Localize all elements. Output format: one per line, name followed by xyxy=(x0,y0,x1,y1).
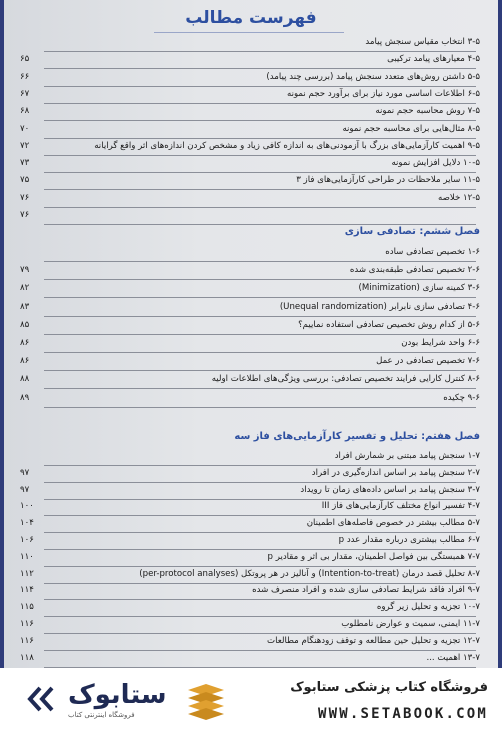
toc-entry[interactable] xyxy=(20,517,480,534)
toc-entry[interactable] xyxy=(20,467,480,484)
toc-entry[interactable] xyxy=(20,601,480,618)
toc-entry-page: ۷۶ xyxy=(20,210,30,220)
toc-entry-rule xyxy=(44,279,476,280)
toc-entry-rule xyxy=(44,138,476,139)
toc-entry-page: ۹۷ xyxy=(20,467,30,478)
toc-entry-title: ۳-۷ سنجش پیامد بر اساس داده‌های زمان تا رویداد xyxy=(300,484,480,495)
toc-entry-title: ۳-۶ کمینه سازی (Minimization) xyxy=(358,283,480,294)
toc-entry[interactable] xyxy=(20,36,480,53)
toc-entry[interactable] xyxy=(20,337,480,354)
toc-entry[interactable] xyxy=(20,192,480,209)
toc-entry-rule xyxy=(44,86,476,87)
store-url[interactable]: WWW.SETABOOK.COM xyxy=(317,706,488,722)
toc-entry-title: ۷-۶ تخصیص تصادفی در عمل xyxy=(376,356,480,367)
chevron-arrows-icon xyxy=(24,684,64,714)
toc-entry-rule xyxy=(44,352,476,353)
toc-entry-page: ۸۵ xyxy=(20,319,30,330)
toc-entry-rule xyxy=(44,334,476,335)
toc-entry-rule xyxy=(44,103,476,104)
toc-entry-title: ۶-۷ مطالب بیشتری درباره مقدار عدد p xyxy=(338,535,480,545)
toc-entry-rule xyxy=(44,68,476,69)
chapter-6-heading: فصل ششم: تصادفی سازی xyxy=(344,226,480,237)
toc-entry[interactable] xyxy=(20,71,480,88)
toc-entry-rule xyxy=(44,407,476,408)
toc-entry[interactable] xyxy=(20,618,480,635)
toc-entry-rule xyxy=(44,261,476,262)
toc-entry-title: ۳-۵ انتخاب مقیاس سنجش پیامد xyxy=(365,37,480,47)
toc-entry-page: ۱۰۴ xyxy=(20,518,34,529)
toc-entry-page: ۸۲ xyxy=(20,283,30,294)
logo-wordmark: ستابوک xyxy=(68,680,167,710)
toc-entry[interactable] xyxy=(20,157,480,174)
toc-entry-title: ۱-۶ تخصیص تصادفی ساده xyxy=(385,247,480,257)
toc-entry-page: ۹۷ xyxy=(20,484,30,495)
toc-entry-title: ۴-۶ تصادفی سازی نابرابر (Unequal randomization) xyxy=(279,301,480,312)
toc-entry-title: ۱۳-۷ اهمیت ... xyxy=(426,652,480,663)
toc-entry-title: ۹-۵ اهمیت کارآزمایی‌های بزرگ با آزمودنی‌های به اندازه کافی زیاد و مشخص کردن اندازه‌های اثر واقع گرایانه xyxy=(94,140,480,151)
toc-entry-rule xyxy=(44,207,476,208)
toc-entry-page: ۷۰ xyxy=(20,123,30,134)
toc-entry-title: ۱۲-۷ تجزیه و تحلیل حین مطالعه و توقف زودهنگام مطالعات xyxy=(266,635,480,646)
toc-entry-page: ۱۱۶ xyxy=(20,635,34,646)
toc-entry-rule xyxy=(44,370,476,371)
toc-entry-title: ۸-۵ مثال‌هایی برای محاسبه حجم نمونه xyxy=(342,123,480,134)
book-page xyxy=(4,0,498,668)
toc-entry-page: ۷۳ xyxy=(20,158,30,169)
toc-entry-title: ۱۱-۷ ایمنی، سمیت و عوارض نامطلوب xyxy=(341,619,480,629)
toc-entry-rule xyxy=(44,51,476,52)
toc-entry-page: ۱۱۸ xyxy=(20,652,34,663)
toc-entry[interactable] xyxy=(20,392,480,409)
page-title: فهرست مطالب xyxy=(185,8,317,28)
toc-entry-page: ۱۱۶ xyxy=(20,619,34,629)
toc-entry[interactable] xyxy=(20,534,480,551)
toc-entry-title: ۵-۶ از کدام روش تخصیص تصادفی استفاده نماییم؟ xyxy=(298,319,480,330)
toc-entry-title: ۱۰-۵ دلایل افزایش نمونه xyxy=(391,158,480,169)
toc-entry-title: ۵-۷ مطالب بیشتر در خصوص فاصله‌های اطمینان xyxy=(306,518,480,529)
toc-entry-page: ۷۵ xyxy=(20,175,30,186)
toc-entry-rule xyxy=(44,316,476,317)
toc-entry-title: ۸-۶ کنترل کارایی فرایند تخصیص تصادفی: بررسی ویژگی‌های اطلاعات اولیه xyxy=(211,374,480,385)
toc-entry-page: ۸۶ xyxy=(20,356,30,367)
toc-entry-rule xyxy=(44,120,476,121)
toc-entry-page: ۷۹ xyxy=(20,265,30,276)
toc-entry-page: ۸۶ xyxy=(20,338,30,348)
toc-entry-title: ۶-۵ اطلاعات اساسی مورد نیاز برای برآورد حجم نمونه xyxy=(286,88,480,99)
toc-entry[interactable] xyxy=(20,484,480,501)
toc-entry-rule xyxy=(44,388,476,389)
toc-entry-page: ۱۱۲ xyxy=(20,568,34,579)
toc-entry[interactable] xyxy=(20,568,480,585)
toc-entry-rule xyxy=(44,297,476,298)
toc-entry-page: ۱۰۰ xyxy=(20,501,34,512)
toc-entry-title: ۴-۷ تفسیر انواع مختلف کارآزمایی‌های فاز III xyxy=(321,501,480,512)
toc-entry-title: ۵-۵ داشتن روش‌های متعدد سنجش پیامد (بررسی چند پیامد) xyxy=(266,71,480,82)
store-footer xyxy=(0,668,502,737)
toc-entry-page: ۷۶ xyxy=(20,192,30,203)
toc-entry[interactable] xyxy=(20,319,480,336)
toc-entry[interactable] xyxy=(20,551,480,568)
toc-entry-title: ۷-۵ روش محاسبه حجم نمونه xyxy=(375,106,480,117)
toc-entry-page: ۷۲ xyxy=(20,140,30,151)
toc-entry[interactable] xyxy=(20,53,480,70)
toc-entry-page: ۶۸ xyxy=(20,106,30,117)
setabook-logo xyxy=(24,680,174,726)
toc-entry[interactable] xyxy=(20,373,480,390)
toc-entry-page: ۶۶ xyxy=(20,71,30,82)
toc-entry[interactable] xyxy=(20,500,480,517)
toc-entry[interactable] xyxy=(20,450,480,467)
chapter-7-heading: فصل هفتم: تحلیل و تفسیر کارآزمایی‌های فاز سه xyxy=(234,431,480,442)
toc-entry[interactable] xyxy=(20,584,480,601)
toc-entry-page: ۶۵ xyxy=(20,54,30,65)
toc-entry-page: ۱۰۶ xyxy=(20,535,34,545)
store-name: فروشگاه کتاب پزشکی ستابوک xyxy=(290,680,488,695)
toc-entry-page: ۸۳ xyxy=(20,301,30,312)
toc-entry[interactable] xyxy=(20,88,480,105)
toc-entry-title: ۸-۷ تحلیل قصد درمان (Intention-to-treat) و آنالیز در هر پروتکل (per-protocol analyses) xyxy=(139,568,480,579)
toc-entry-title: ۹-۷ افراد فاقد شرایط تصادفی سازی شده و افراد منصرف شده xyxy=(252,585,480,596)
toc-entry-title: ۱۲-۵ خلاصه xyxy=(437,192,480,203)
toc-entry-page: ۸۹ xyxy=(20,392,30,403)
logo-tagline: فروشگاه اینترنتی کتاب xyxy=(68,711,135,719)
toc-entry-page: ۱۱۴ xyxy=(20,585,34,596)
toc-entry[interactable] xyxy=(20,209,480,226)
toc-entry[interactable] xyxy=(20,174,480,191)
toc-entry-title: ۴-۵ معیارهای پیامد ترکیبی xyxy=(387,54,480,65)
toc-entry[interactable] xyxy=(20,652,480,668)
toc-entry[interactable] xyxy=(20,282,480,299)
toc-entry[interactable] xyxy=(20,264,480,281)
book-stack-icon xyxy=(186,682,226,720)
toc-entry[interactable] xyxy=(20,123,480,140)
toc-entry[interactable] xyxy=(20,105,480,122)
toc-entry-rule xyxy=(44,172,476,173)
title-underline xyxy=(154,32,344,33)
toc-entry-page: ۸۸ xyxy=(20,374,30,385)
toc-entry-title: ۱۱-۵ سایر ملاحظات در طراحی کارآزمایی‌های فاز ۳ xyxy=(296,175,480,186)
toc-entry-title: ۷-۷ همبستگی بین فواصل اطمینان، مقدار بی اثر و مقادیر p xyxy=(267,551,480,562)
toc-entry[interactable] xyxy=(20,246,480,263)
toc-entry-title: ۶-۶ واحد شرایط بودن xyxy=(401,338,480,348)
toc-entry-rule xyxy=(44,189,476,190)
toc-entry[interactable] xyxy=(20,635,480,652)
toc-entry[interactable] xyxy=(20,140,480,157)
toc-entry-title: ۲-۷ سنجش پیامد بر اساس اندازه‌گیری در افراد xyxy=(311,467,480,478)
toc-entry-title: ۱۰-۷ تجزیه و تحلیل زیر گروه xyxy=(376,602,480,613)
toc-entry-page: ۱۱۵ xyxy=(20,602,34,613)
toc-entry-title: ۲-۶ تخصیص تصادفی طبقه‌بندی شده xyxy=(349,265,480,276)
toc-entry-page: ۶۷ xyxy=(20,88,30,99)
toc-entry-rule xyxy=(44,224,476,225)
toc-entry[interactable] xyxy=(20,355,480,372)
toc-entry-page: ۱۱۰ xyxy=(20,551,34,562)
toc-entry-title: ۹-۶ چکیده xyxy=(443,392,480,403)
toc-entry-rule xyxy=(44,155,476,156)
toc-entry-title: ۱-۷ سنجش پیامد مبتنی بر شمارش افراد xyxy=(334,451,480,461)
toc-entry[interactable] xyxy=(20,301,480,318)
